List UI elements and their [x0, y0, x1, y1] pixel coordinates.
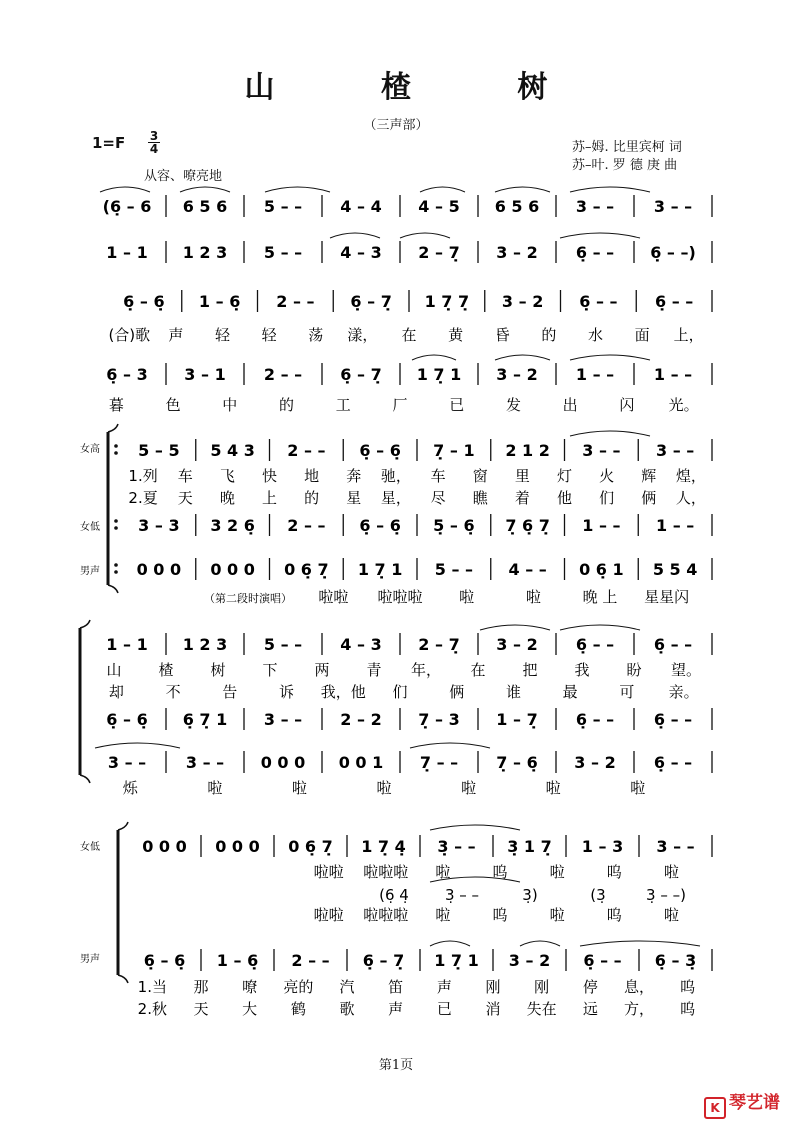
- lyric-system3: 轻: [215, 326, 231, 344]
- lyric-verse1-system5: 驰，: [380, 467, 411, 485]
- slur: [430, 825, 520, 830]
- lyric-alto-alt-system7: 呜: [492, 906, 508, 924]
- repeat-dots: [114, 563, 118, 567]
- lyric-verse1-system5: 煌，: [675, 467, 706, 485]
- system5-soprano-measure: 5 4 3: [210, 441, 255, 460]
- system7-alto-measure: 3̣ 1 7̣: [507, 837, 552, 856]
- system7-alto-measure: 1 – 3: [581, 837, 624, 856]
- system6-alto-measure: 1 – 7̣: [496, 710, 538, 729]
- system5-alto-measure: 2 – –: [287, 516, 326, 535]
- lyric-verse2-system6: 可: [619, 683, 635, 701]
- logo-text: 琴艺谱: [729, 1093, 780, 1113]
- lyric-verse2-system7: 大: [242, 1000, 258, 1018]
- lyric-system4: 的: [279, 396, 295, 414]
- lyric-verse1-system6: 两: [314, 661, 330, 679]
- system7-alto-measure: 1 7̣ 4̣: [361, 837, 406, 856]
- lyric-verse1-system5: 辉: [641, 467, 657, 485]
- lyric-verse1-system7: 笛: [388, 978, 404, 996]
- system7-alto-measure: 3̣ – –: [437, 837, 476, 856]
- system5-male-measure: 5 – –: [434, 560, 474, 579]
- system5-male-measure: 4 – –: [508, 560, 547, 579]
- system5-soprano-measure: 7̣ – 1: [433, 441, 475, 460]
- system7-male-measure: 3 – 2: [508, 951, 551, 970]
- lyric-male-system6: 烁: [122, 779, 138, 797]
- lyric-verse2-system6: 告: [222, 683, 238, 701]
- lyric-system4: 厂: [392, 396, 408, 414]
- lyric-verse1-system6: 望。: [670, 661, 702, 679]
- slur: [495, 187, 550, 192]
- slur: [400, 233, 450, 238]
- lyric-system3: 面: [634, 326, 650, 344]
- time-sig-top: 3: [149, 129, 159, 143]
- lyric-alto-system7: 呜: [492, 863, 508, 881]
- lyric-verse1-system5: 灯: [556, 467, 573, 485]
- system5-male-measure: 0 0 0: [136, 560, 182, 579]
- system1-measure: 3 – –: [653, 197, 693, 216]
- lyric-verse1-system7: 亮的: [283, 978, 314, 996]
- lyricist-credit: 苏–姆. 比里宾柯 词: [572, 140, 682, 155]
- composer-credit: 苏–叶. 罗 德 庚 曲: [572, 158, 678, 173]
- lyric-system3: 轻: [261, 326, 277, 344]
- repeat-dots: [114, 526, 118, 530]
- lyric-verse2-system7: 呜: [680, 1000, 696, 1018]
- system3-measure: 3 – 2: [501, 292, 544, 311]
- key-signature: 1=F: [92, 134, 126, 152]
- lyric-verse1-system5: 车: [430, 467, 446, 485]
- lyric-verse1-system5: 地: [304, 467, 320, 485]
- lyric-system4: 色: [165, 396, 181, 414]
- lyric-system3: 昏: [494, 326, 510, 344]
- lyric-system4: 出: [562, 396, 578, 414]
- lyric-male-system6: 啦: [291, 779, 307, 797]
- lyric-verse2-system5: 的: [304, 489, 320, 507]
- lyric-verse1-system6: 我: [574, 661, 590, 679]
- lyric-verse2-system6: 诉: [279, 683, 295, 701]
- lyric-verse2-system6: 亲。: [668, 683, 699, 701]
- part-label-alto: 女低: [80, 522, 100, 533]
- lyric-male-system5: 星星闪: [644, 588, 690, 606]
- system5-soprano-measure: 3 – –: [655, 441, 695, 460]
- lyric-verse1-system7: 声: [436, 978, 452, 996]
- alto-alternate-notes: 3̣ – –): [646, 886, 686, 904]
- lyric-male-system5: 晚 上: [582, 588, 618, 606]
- lyric-system4: 已: [449, 396, 465, 414]
- system4-measure: 3 – 1: [184, 365, 226, 384]
- lyric-verse2-system7: 歌: [339, 1000, 355, 1018]
- page-number: 第1页: [378, 1058, 414, 1073]
- system6-alto-measure: 3 – –: [263, 710, 303, 729]
- slur: [265, 187, 330, 192]
- lyric-verse1-system5: 里: [514, 467, 530, 485]
- part-label-male: 男声: [80, 566, 100, 577]
- lyric-verse2-system7: 鹤: [290, 1000, 306, 1018]
- lyric-system3: 黄: [448, 326, 464, 344]
- lyric-system3: 在: [401, 326, 417, 344]
- lyric-verse1-system5: 1.列: [128, 467, 158, 485]
- lyric-verse2-system5: 瞧: [472, 489, 488, 507]
- lyric-system4: 光。: [668, 396, 699, 414]
- lyric-alto-alt-system7: 啦: [549, 906, 565, 924]
- lyric-verse1-system7: 刚: [534, 978, 550, 996]
- lyric-alto-alt-system7: 呜: [606, 906, 622, 924]
- system6-soprano-measure: 1 2 3: [182, 635, 228, 654]
- lyric-system3: 声: [168, 326, 184, 344]
- system5-male-measure: 5 5 4: [652, 560, 698, 579]
- repeat-dots: [114, 451, 118, 455]
- system7-male-measure: 6̣ – 3̣: [654, 951, 697, 970]
- system2-measure: 1 2 3: [182, 243, 228, 262]
- system2-measure: 2 – 7̣: [418, 243, 460, 262]
- system3-measure: 6̣ – –: [579, 292, 618, 311]
- lyric-verse1-system5: 车: [177, 467, 193, 485]
- lyric-verse1-system5: 窗: [472, 467, 488, 485]
- lyric-verse2-system5: 人，: [675, 489, 706, 507]
- lyric-male-system6: 啦: [461, 779, 477, 797]
- repeat-dots: [114, 519, 118, 523]
- system5-male-measure: 1 7̣ 1: [357, 560, 403, 579]
- lyric-verse2-system6: 俩: [449, 683, 465, 701]
- system6-alto-measure: 6̣ – –: [653, 710, 693, 729]
- slur: [570, 187, 650, 192]
- lyric-verse1-system7: 嘹: [242, 978, 258, 996]
- lyric-verse2-system6: 我，他: [320, 683, 366, 701]
- system7-alto-measure: 0 0 0: [215, 837, 260, 856]
- alto-alternate-notes: (6̣ 4̣: [379, 886, 409, 904]
- lyric-alto-system7: 啦: [549, 863, 565, 881]
- lyric-verse1-system7: 停: [582, 978, 598, 996]
- lyric-verse1-system5: 快: [261, 467, 278, 485]
- lyric-verse1-system6: 山: [106, 661, 122, 679]
- system4-measure: 2 – –: [263, 365, 303, 384]
- lyric-verse2-system7: 2.秋: [137, 1000, 167, 1018]
- system5-soprano-measure: 2 – –: [287, 441, 326, 460]
- lyric-system3: 上，: [673, 326, 704, 344]
- lyric-verse1-system5: 火: [599, 467, 615, 485]
- lyric-male-system6: 啦: [630, 779, 646, 797]
- system7-alto-measure: 0 6̣ 7̣: [288, 837, 333, 856]
- system7-alto-measure: 3 – –: [656, 837, 695, 856]
- system6-alto-measure: 6̣ – –: [575, 710, 615, 729]
- subtitle: （三声部）: [363, 118, 429, 133]
- system3-measure: 6̣ – –: [654, 292, 694, 311]
- system5-alto-measure: 7̣ 6̣ 7̣: [505, 516, 550, 535]
- system4-measure: 3 – 2: [496, 365, 538, 384]
- lyric-alto-system7: 啦: [663, 863, 679, 881]
- system6-soprano-measure: 6̣ – –: [575, 635, 615, 654]
- lyric-male-system5: 啦: [459, 588, 475, 606]
- lyric-system3: 荡: [308, 326, 324, 344]
- lyric-verse2-system5: 他: [556, 489, 573, 507]
- lyric-verse1-system6: 在: [470, 661, 486, 679]
- lyric-verse1-system6: 下: [262, 661, 278, 679]
- lyric-verse2-system7: 失在: [526, 1000, 557, 1018]
- slur: [430, 941, 470, 946]
- system5-male-measure: 0 0 0: [210, 560, 255, 579]
- lyric-system3: 的: [541, 326, 557, 344]
- lyric-male-system5: 啦啦啦: [377, 588, 423, 606]
- system6-male-measure: 3 – 2: [574, 753, 616, 772]
- system6-soprano-measure: 5 – –: [263, 635, 303, 654]
- system1-measure: 5 – –: [263, 197, 303, 216]
- site-logo: [704, 1088, 780, 1119]
- system2-measure: 1 – 1: [106, 243, 148, 262]
- system5-male-measure: 0 6̣ 1: [579, 560, 624, 579]
- system3-measure: 1 7̣ 7̣: [424, 292, 470, 311]
- lyric-verse2-system5: 着: [514, 489, 530, 507]
- system2-measure: 6̣ – –): [650, 243, 696, 262]
- slur: [560, 625, 640, 630]
- lyric-verse1-system7: 刚: [485, 978, 501, 996]
- lyric-system4: 中: [222, 396, 238, 414]
- lyric-verse2-system5: 星，: [380, 489, 411, 507]
- system6-soprano-measure: 3 – 2: [496, 635, 538, 654]
- system6-alto-measure: 6̣ 7̣ 1: [182, 710, 228, 729]
- slur: [410, 743, 490, 748]
- slur: [480, 625, 550, 630]
- lyric-verse2-system6: 不: [165, 683, 181, 701]
- system3-measure: 1 – 6̣: [198, 292, 241, 311]
- lyric-system4: 暮: [108, 396, 124, 414]
- system5-alto-measure: 3 – 3: [138, 516, 180, 535]
- lyric-alto-system7: 啦: [435, 863, 451, 881]
- system1-measure: 6 5 6: [494, 197, 540, 216]
- system6-male-measure: 6̣ – –: [653, 753, 693, 772]
- time-sig-bottom: 4: [149, 142, 159, 156]
- lyric-verse2-system6: 们: [392, 683, 408, 701]
- slur: [570, 431, 650, 436]
- system6-soprano-measure: 6̣ – –: [653, 635, 693, 654]
- system5-alto-measure: 5̣ – 6̣: [433, 516, 475, 535]
- system2-measure: 3 – 2: [496, 243, 538, 262]
- lyric-verse2-system5: 2.夏: [128, 489, 158, 507]
- system4-measure: 6̣ – 3: [106, 365, 148, 384]
- system7-male-measure: 1 7̣ 1: [434, 951, 479, 970]
- system6-male-measure: 7̣ – 6̣: [496, 753, 538, 772]
- system7-male-measure: 6̣ – 6̣: [143, 951, 186, 970]
- lyric-verse1-system6: 树: [210, 661, 226, 679]
- lyric-verse1-system5: 奔: [346, 467, 362, 485]
- part-label-male2: 男声: [80, 954, 100, 965]
- system1-measure: 4 – 5: [418, 197, 460, 216]
- lyric-alto-system7: 呜: [606, 863, 622, 881]
- slur: [330, 233, 380, 238]
- lyric-verse2-system5: 天: [177, 489, 193, 507]
- part-label-alto2: 女低: [80, 842, 100, 853]
- lyric-verse1-system5: 飞: [219, 467, 235, 485]
- system7-male-measure: 1 – 6̣: [216, 951, 259, 970]
- lyric-system3: 水: [587, 326, 603, 344]
- system7-alto-measure: 0 0 0: [142, 837, 187, 856]
- system6-male-measure: 3 – –: [107, 753, 147, 772]
- lyric-verse2-system6: 谁: [505, 683, 521, 701]
- system5-male-measure: 0 6̣ 7̣: [284, 560, 329, 579]
- lyric-verse2-system5: 俩: [641, 489, 657, 507]
- page-title: 山 楂 树: [244, 70, 596, 105]
- system3-measure: 2 – –: [276, 292, 315, 311]
- slur: [420, 187, 465, 192]
- lyric-verse2-system7: 已: [436, 1000, 452, 1018]
- lyric-male-system5: 啦啦: [318, 588, 349, 606]
- slur: [495, 355, 550, 360]
- alto-alternate-notes: 3̣): [522, 886, 538, 904]
- lyric-verse1-system7: 汽: [339, 978, 355, 996]
- system4-measure: 1 – –: [653, 365, 693, 384]
- lyric-system4: 发: [505, 396, 521, 414]
- system6-male-measure: 7̣ – –: [419, 753, 459, 772]
- lyric-male-system6: 啦: [376, 779, 392, 797]
- lyric-system3: 漾，: [347, 326, 378, 344]
- slur: [95, 743, 180, 748]
- slur: [180, 187, 230, 192]
- system6-male-measure: 0 0 1: [338, 753, 384, 772]
- lyric-verse1-system6: 楂: [158, 661, 174, 679]
- system6-soprano-measure: 4 – 3: [340, 635, 382, 654]
- lyric-alto-system7: 啦啦啦: [363, 863, 409, 881]
- slur: [570, 355, 650, 360]
- lyric-verse1-system7: 息，: [623, 978, 655, 996]
- system3-measure: 6̣ – 7̣: [350, 292, 392, 311]
- slur: [560, 233, 640, 238]
- system6-alto-measure: 7̣ – 3: [418, 710, 460, 729]
- lyric-verse2-system7: 消: [485, 1000, 501, 1018]
- slur: [580, 941, 700, 946]
- logo-mark: K: [704, 1097, 726, 1119]
- lyric-verse1-system6: 青: [366, 661, 382, 679]
- system6-male-measure: 0 0 0: [260, 753, 306, 772]
- lyric-verse1-system6: 把: [522, 661, 538, 679]
- system2-measure: 4 – 3: [340, 243, 382, 262]
- system4-measure: 1 – –: [575, 365, 615, 384]
- lyric-alto-alt-system7: 啦: [435, 906, 451, 924]
- system1-measure: (6̣ – 6: [102, 197, 152, 216]
- lyric-alto-alt-system7: 啦啦啦: [363, 906, 409, 924]
- system7-male-measure: 6̣ – 7̣: [362, 951, 405, 970]
- system6-soprano-measure: 2 – 7̣: [418, 635, 460, 654]
- repeat-dots: [114, 444, 118, 448]
- tempo-marking: 从容、嘹亮地: [144, 169, 223, 184]
- system1-measure: 3 – –: [575, 197, 615, 216]
- system5-alto-measure: 3 2 6̣: [210, 516, 255, 535]
- system1-measure: 4 – 4: [340, 197, 382, 216]
- lyric-verse2-system5: 们: [599, 489, 615, 507]
- system6-alto-measure: 6̣ – 6̣: [106, 710, 148, 729]
- system5-alto-measure: 1 – –: [582, 516, 621, 535]
- system5-soprano-measure: 2 1 2: [505, 441, 550, 460]
- lyric-verse2-system5: 上: [261, 489, 278, 507]
- lyric-male-system6: 啦: [207, 779, 223, 797]
- lyric-system4: 闪: [619, 396, 635, 414]
- lyric-verse2-system5: 星: [346, 489, 362, 507]
- system1-measure: 6 5 6: [182, 197, 228, 216]
- system7-male-measure: 6̣ – –: [583, 951, 622, 970]
- system5-soprano-measure: 6̣ – 6̣: [359, 441, 401, 460]
- lyric-alto-alt-system7: 啦啦: [313, 906, 344, 924]
- system3-measure: 6̣ – 6̣: [123, 292, 165, 311]
- lyric-verse2-system5: 晚: [219, 489, 235, 507]
- lyric-verse2-system7: 方，: [623, 1000, 655, 1018]
- slur: [520, 941, 560, 946]
- lyric-alto-alt-system7: 啦: [663, 906, 679, 924]
- system6-soprano-measure: 1 – 1: [106, 635, 148, 654]
- performance-note: （第二段时演唱）: [204, 592, 292, 605]
- lyric-verse2-system7: 声: [388, 1000, 404, 1018]
- alto-alternate-notes: (3̣: [590, 886, 606, 904]
- lyric-verse2-system7: 远: [582, 1000, 598, 1018]
- system5-soprano-measure: 5 – 5: [138, 441, 180, 460]
- lyric-verse1-system6: 年，: [410, 661, 442, 679]
- system5-soprano-measure: 3 – –: [582, 441, 621, 460]
- system6-male-measure: 3 – –: [185, 753, 225, 772]
- system5-alto-measure: 1 – –: [655, 516, 695, 535]
- system6-alto-measure: 2 – 2: [340, 710, 382, 729]
- slur: [100, 187, 150, 192]
- alto-alternate-notes: 3̣ – –: [444, 886, 480, 904]
- system2-measure: 5 – –: [263, 243, 303, 262]
- system4-measure: 6̣ – 7̣: [340, 365, 382, 384]
- repeat-dots: [114, 570, 118, 574]
- lyric-verse1-system6: 盼: [626, 661, 642, 679]
- lyric-alto-system7: 啦啦: [313, 863, 344, 881]
- system5-alto-measure: 6̣ – 6̣: [359, 516, 401, 535]
- slur: [412, 355, 456, 360]
- lyric-male-system5: 啦: [525, 588, 541, 606]
- system2-measure: 6̣ – –: [575, 243, 615, 262]
- lyric-verse2-system6: 最: [562, 683, 578, 701]
- lyric-system4: 工: [335, 396, 351, 414]
- lyric-verse2-system7: 天: [193, 1000, 209, 1018]
- lyric-male-system6: 啦: [545, 779, 561, 797]
- lyric-verse2-system5: 尽: [430, 489, 446, 507]
- system4-measure: 1 7̣ 1: [416, 365, 462, 384]
- part-label-soprano: 女高: [80, 444, 100, 455]
- system7-male-measure: 2 – –: [291, 951, 330, 970]
- lyric-verse1-system7: 那: [193, 978, 209, 996]
- lyric-verse2-system6: 却: [108, 683, 124, 701]
- lyric-verse1-system7: 呜: [680, 978, 696, 996]
- lyric-system3: (合)歌: [108, 326, 151, 344]
- lyric-verse1-system7: 1.当: [137, 978, 167, 996]
